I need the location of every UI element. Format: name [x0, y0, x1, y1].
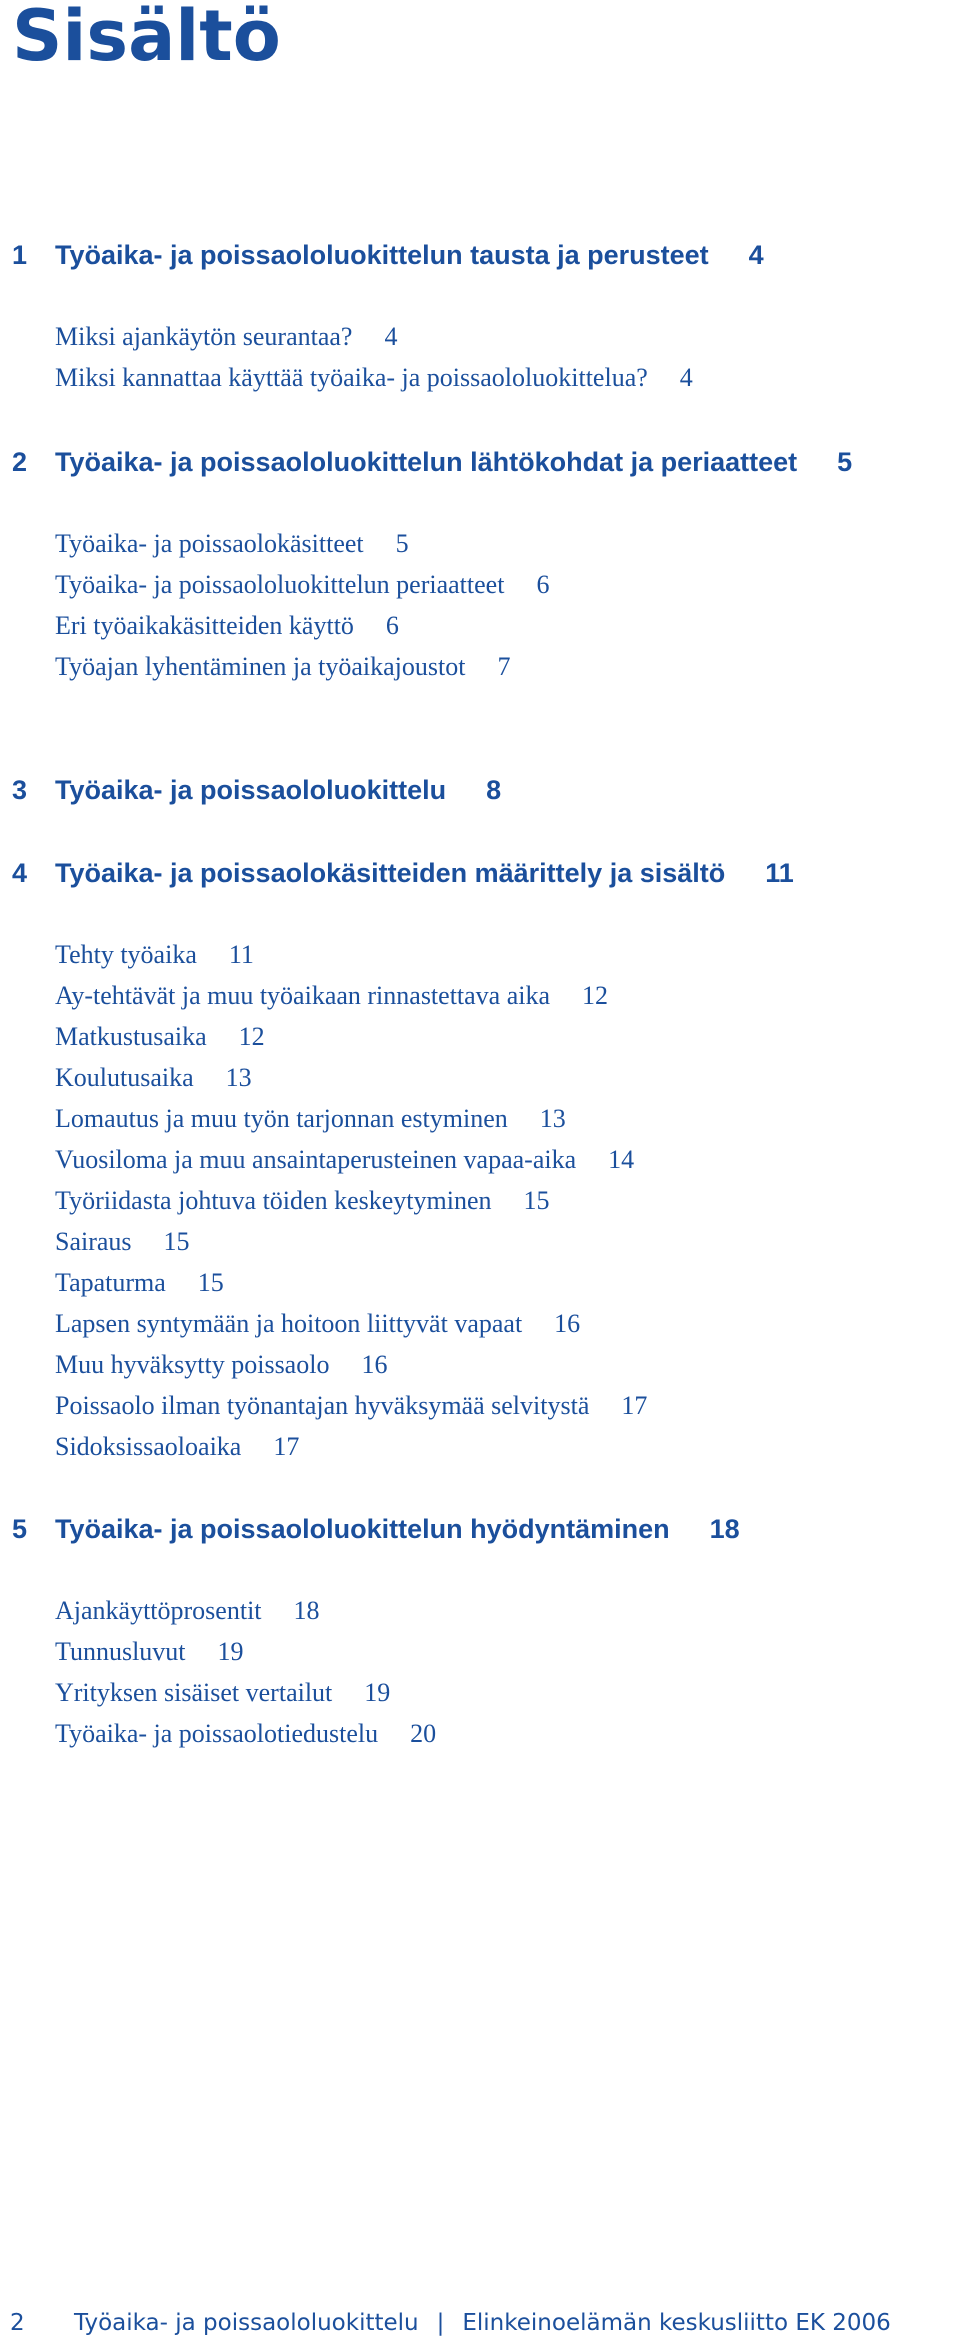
toc-entry[interactable]	[55, 1635, 436, 1676]
entry-title: Tapaturma	[55, 1268, 166, 1297]
entry-page-number: 5	[395, 529, 409, 558]
section-list	[55, 320, 693, 402]
toc-entry[interactable]	[55, 1143, 647, 1184]
toc-entry[interactable]	[55, 1061, 647, 1102]
entry-title: Eri työaikakäsitteiden käyttö	[55, 611, 354, 640]
entry-title: Tunnusluvut	[55, 1637, 186, 1666]
toc-entry[interactable]	[55, 1389, 647, 1430]
section-list	[55, 527, 549, 691]
entry-title: Miksi kannattaa käyttää työaika- ja poissaololuokittelua?	[55, 363, 648, 392]
section-list	[55, 1594, 436, 1758]
entry-page-number: 6	[385, 611, 399, 640]
footer-page-number: 2	[10, 2310, 25, 2336]
chapter-title: Työaika- ja poissaololuokittelun hyödyntäminen	[55, 1514, 670, 1544]
entry-title: Lapsen syntymään ja hoitoon liittyvät vapaat	[55, 1309, 523, 1338]
footer-publisher: Elinkeinoelämän keskusliitto EK 2006	[462, 2310, 891, 2336]
entry-title: Sidoksissaoloaika	[55, 1432, 242, 1461]
entry-title: Vuosiloma ja muu ansaintaperusteinen vapaa-aika	[55, 1145, 577, 1174]
toc-entry[interactable]	[55, 1225, 647, 1266]
chapter-number: 4	[12, 858, 28, 888]
entry-title: Työaika- ja poissaololuokittelun periaatteet	[55, 570, 505, 599]
entry-page-number: 15	[197, 1268, 224, 1297]
entry-title: Matkustusaika	[55, 1022, 207, 1051]
chapter-page-number: 8	[486, 775, 502, 805]
entry-page-number: 14	[608, 1145, 635, 1174]
toc-entry[interactable]	[55, 1266, 647, 1307]
entry-title: Työaika- ja poissaolotiedustelu	[55, 1719, 379, 1748]
chapter-number: 2	[12, 447, 28, 477]
entry-page-number: 19	[217, 1637, 244, 1666]
entry-page-number: 19	[364, 1678, 391, 1707]
entry-page-number: 20	[410, 1719, 437, 1748]
entry-title: Poissaolo ilman työnantajan hyväksymää selvitystä	[55, 1391, 590, 1420]
chapter-title-wrap	[55, 856, 794, 890]
toc-entry[interactable]	[55, 1348, 647, 1389]
entry-title: Työajan lyhentäminen ja työaikajoustot	[55, 652, 466, 681]
entry-page-number: 6	[536, 570, 550, 599]
chapter-title-wrap	[55, 238, 764, 272]
entry-title: Lomautus ja muu työn tarjonnan estyminen	[55, 1104, 508, 1133]
entry-page-number: 4	[384, 322, 398, 351]
toc-entry[interactable]	[55, 979, 647, 1020]
footer-separator: |	[436, 2310, 445, 2336]
entry-page-number: 7	[497, 652, 511, 681]
chapter-number: 3	[12, 775, 28, 805]
toc-entry[interactable]	[55, 1307, 647, 1348]
entry-page-number: 17	[273, 1432, 300, 1461]
chapter-page-number: 4	[748, 240, 764, 270]
toc-entry[interactable]	[55, 938, 647, 979]
chapter-page-number: 18	[709, 1514, 740, 1544]
toc-entry[interactable]	[55, 609, 549, 650]
entry-title: Koulutusaika	[55, 1063, 194, 1092]
entry-page-number: 16	[554, 1309, 581, 1338]
chapter-title-wrap	[55, 1512, 740, 1546]
chapter-title: Työaika- ja poissaololuokittelu	[55, 775, 447, 805]
entry-title: Ajankäyttöprosentit	[55, 1596, 262, 1625]
entry-page-number: 11	[228, 940, 254, 969]
toc-entry[interactable]	[55, 527, 549, 568]
chapter-title: Työaika- ja poissaolokäsitteiden määrittely ja sisältö	[55, 858, 726, 888]
toc-entry[interactable]	[55, 650, 549, 691]
chapter-number: 5	[12, 1514, 28, 1544]
entry-title: Miksi ajankäytön seurantaa?	[55, 322, 353, 351]
chapter-number: 1	[12, 240, 28, 270]
toc-entry[interactable]	[55, 568, 549, 609]
section-list	[55, 938, 647, 1471]
entry-page-number: 15	[163, 1227, 190, 1256]
entry-title: Työaika- ja poissaolokäsitteet	[55, 529, 364, 558]
toc-entry[interactable]	[55, 1102, 647, 1143]
toc-entry[interactable]	[55, 1594, 436, 1635]
toc-entry[interactable]	[55, 1020, 647, 1061]
footer-doc-title: Työaika- ja poissaololuokittelu	[74, 2310, 419, 2336]
entry-page-number: 15	[523, 1186, 550, 1215]
page-title: Sisältö	[12, 0, 281, 77]
chapter-title-wrap	[55, 445, 852, 479]
toc-entry[interactable]	[55, 1676, 436, 1717]
entry-page-number: 17	[621, 1391, 648, 1420]
entry-page-number: 13	[539, 1104, 566, 1133]
chapter-title: Työaika- ja poissaololuokittelun tausta ja perusteet	[55, 240, 709, 270]
entry-title: Sairaus	[55, 1227, 132, 1256]
entry-page-number: 12	[238, 1022, 265, 1051]
entry-title: Tehty työaika	[55, 940, 197, 969]
entry-page-number: 16	[361, 1350, 388, 1379]
toc-entry[interactable]	[55, 1430, 647, 1471]
chapter-page-number: 11	[765, 858, 794, 888]
entry-page-number: 18	[293, 1596, 320, 1625]
toc-entry[interactable]	[55, 320, 693, 361]
entry-page-number: 4	[679, 363, 693, 392]
entry-page-number: 13	[225, 1063, 252, 1092]
page-footer	[10, 2308, 891, 2338]
entry-title: Työriidasta johtuva töiden keskeytyminen	[55, 1186, 492, 1215]
entry-title: Ay-tehtävät ja muu työaikaan rinnastettava aika	[55, 981, 551, 1010]
entry-title: Muu hyväksytty poissaolo	[55, 1350, 330, 1379]
chapter-title: Työaika- ja poissaololuokittelun lähtökohdat ja periaatteet	[55, 447, 798, 477]
entry-page-number: 12	[582, 981, 609, 1010]
toc-entry[interactable]	[55, 1717, 436, 1758]
chapter-page-number: 5	[837, 447, 853, 477]
entry-title: Yrityksen sisäiset vertailut	[55, 1678, 333, 1707]
chapter-title-wrap	[55, 773, 501, 807]
toc-entry[interactable]	[55, 1184, 647, 1225]
toc-entry[interactable]	[55, 361, 693, 402]
